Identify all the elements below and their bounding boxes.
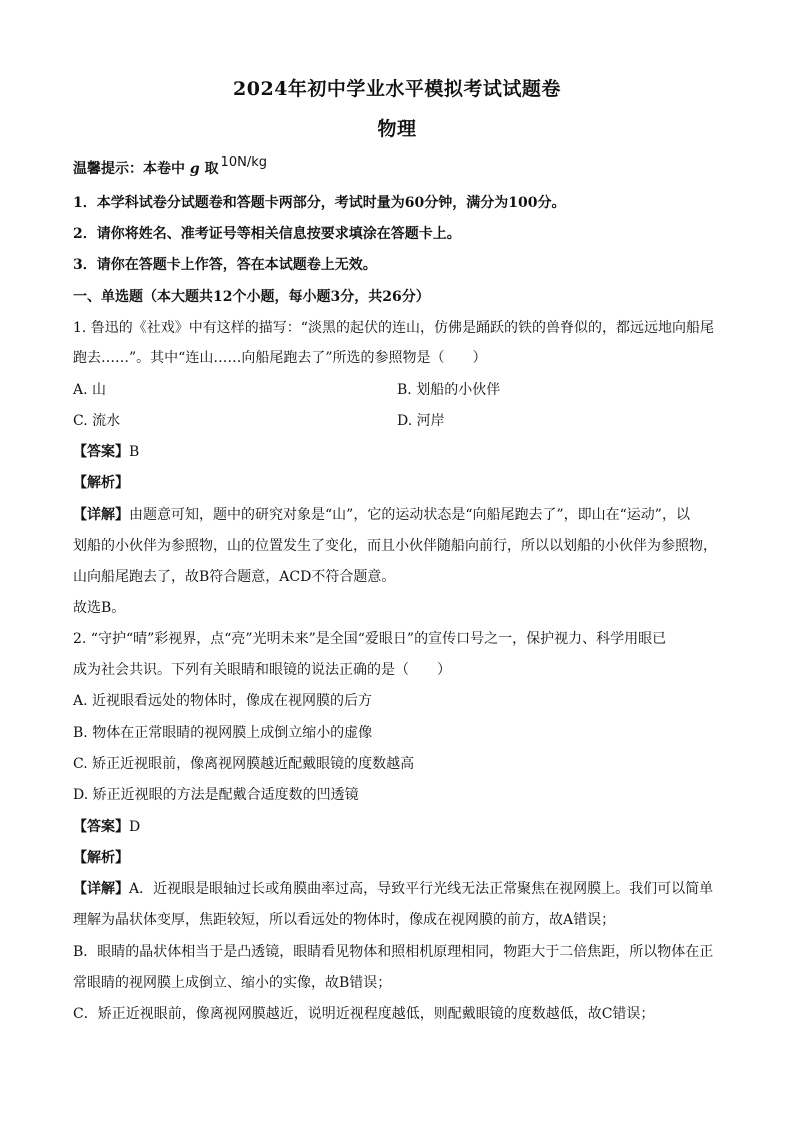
q1-option-b: B. 划船的小伙伴 — [397, 382, 501, 398]
q1-conclusion: 故选B。 — [73, 600, 126, 616]
q1-option-c: C. 流水 — [73, 413, 121, 429]
analysis-tag: 【解析】 — [73, 475, 129, 491]
q1-option-a: A. 山 — [73, 382, 107, 398]
q2-option-b: B. 物体在正常眼睛的视网膜上成倒立缩小的虚像 — [73, 725, 373, 741]
q2-answer — [73, 818, 723, 836]
tips-label: 温馨提示：本卷中 — [73, 161, 185, 177]
q1-stem-line1: 1. 鲁迅的《社戏》中有这样的描写：“淡黑的起伏的连山，仿佛是踊跃的铁的兽脊似的，都远远地向船尾 — [73, 320, 714, 336]
answer-tag: 【答案】 — [73, 444, 129, 460]
g-symbol: g — [189, 161, 200, 177]
q2-option-c: C. 矫正近视眼前，像离视网膜越近配戴眼镜的度数越高 — [73, 756, 415, 772]
rule-1: 1．本学科试卷分试题卷和答题卡两部分，考试时量为60分钟，满分为100分。 — [73, 195, 566, 211]
detail-tag: 【详解】 — [73, 507, 129, 523]
tips-line — [73, 155, 723, 179]
q1-stem-line2: 跑去……”。其中“连山……向船尾跑去了”所选的参照物是（ ） — [73, 350, 487, 366]
q2-stem-line2: 成为社会共识。下列有关眼睛和眼镜的说法正确的是（ ） — [73, 662, 451, 678]
q2-detail-line1 — [73, 880, 723, 898]
q2-detail-line4: 常眼睛的视网膜上成倒立、缩小的实像，故B错误； — [73, 975, 392, 991]
g-value: 10N/kg — [220, 155, 267, 170]
q1-detail-line3: 山向船尾跑去了，故B符合题意，ACD不符合题意。 — [73, 569, 396, 585]
detail-tag: 【详解】 — [73, 881, 129, 897]
subject-title: 物理 — [377, 118, 417, 140]
detail-text: A．近视眼是眼轴过长或角膜曲率过高，导致平行光线无法正常聚焦在视网膜上。我们可以简单 — [129, 881, 714, 897]
q2-stem-line1: 2. “守护“晴”彩视界，点“亮”光明未来”是全国“爱眼日”的宣传口号之一，保护视力、科学用眼已 — [73, 631, 667, 647]
q1-detail-line1 — [73, 506, 723, 524]
q1-option-d: D. 河岸 — [397, 413, 445, 429]
exam-title: 2024年初中学业水平模拟考试试题卷 — [233, 78, 561, 100]
q2-detail-line2: 理解为晶状体变厚，焦距较短，所以看远处的物体时，像成在视网膜的前方，故A错误； — [73, 912, 616, 928]
q2-detail-line5: C．矫正近视眼前，像离视网膜越近，说明近视程度越低，则配戴眼镜的度数越低，故C错误； — [73, 1006, 655, 1022]
q1-detail-line2: 划船的小伙伴为参照物，山的位置发生了变化，而且小伙伴随船向前行，所以以划船的小伙伴为参照物， — [73, 538, 717, 554]
q2-analysis — [73, 849, 723, 867]
q1-analysis — [73, 474, 723, 492]
rule-3: 3．请你在答题卡上作答，答在本试题卷上无效。 — [73, 257, 377, 273]
section-heading: 一、单选题（本大题共12个小题，每小题3分，共26分） — [73, 289, 430, 305]
answer-tag: 【答案】 — [73, 819, 129, 835]
rule-2: 2．请你将姓名、准考证号等相关信息按要求填涂在答题卡上。 — [73, 226, 461, 242]
q2-option-d: D. 矫正近视眼的方法是配戴合适度数的凹透镜 — [73, 787, 359, 803]
q2-option-a: A. 近视眼看远处的物体时，像成在视网膜的后方 — [73, 693, 373, 709]
analysis-tag: 【解析】 — [73, 850, 129, 866]
q1-answer — [73, 443, 723, 461]
answer-value: B — [129, 444, 140, 460]
answer-value: D — [129, 819, 141, 835]
tips-take: 取 — [204, 161, 219, 177]
detail-text: 由题意可知，题中的研究对象是“山”，它的运动状态是“向船尾跑去了”，即山在“运动”，以 — [129, 507, 690, 523]
q2-detail-line3: B．眼睛的晶状体相当于是凸透镜，眼睛看见物体和照相机原理相同，物距大于二倍焦距，所以物体在正 — [73, 944, 714, 960]
